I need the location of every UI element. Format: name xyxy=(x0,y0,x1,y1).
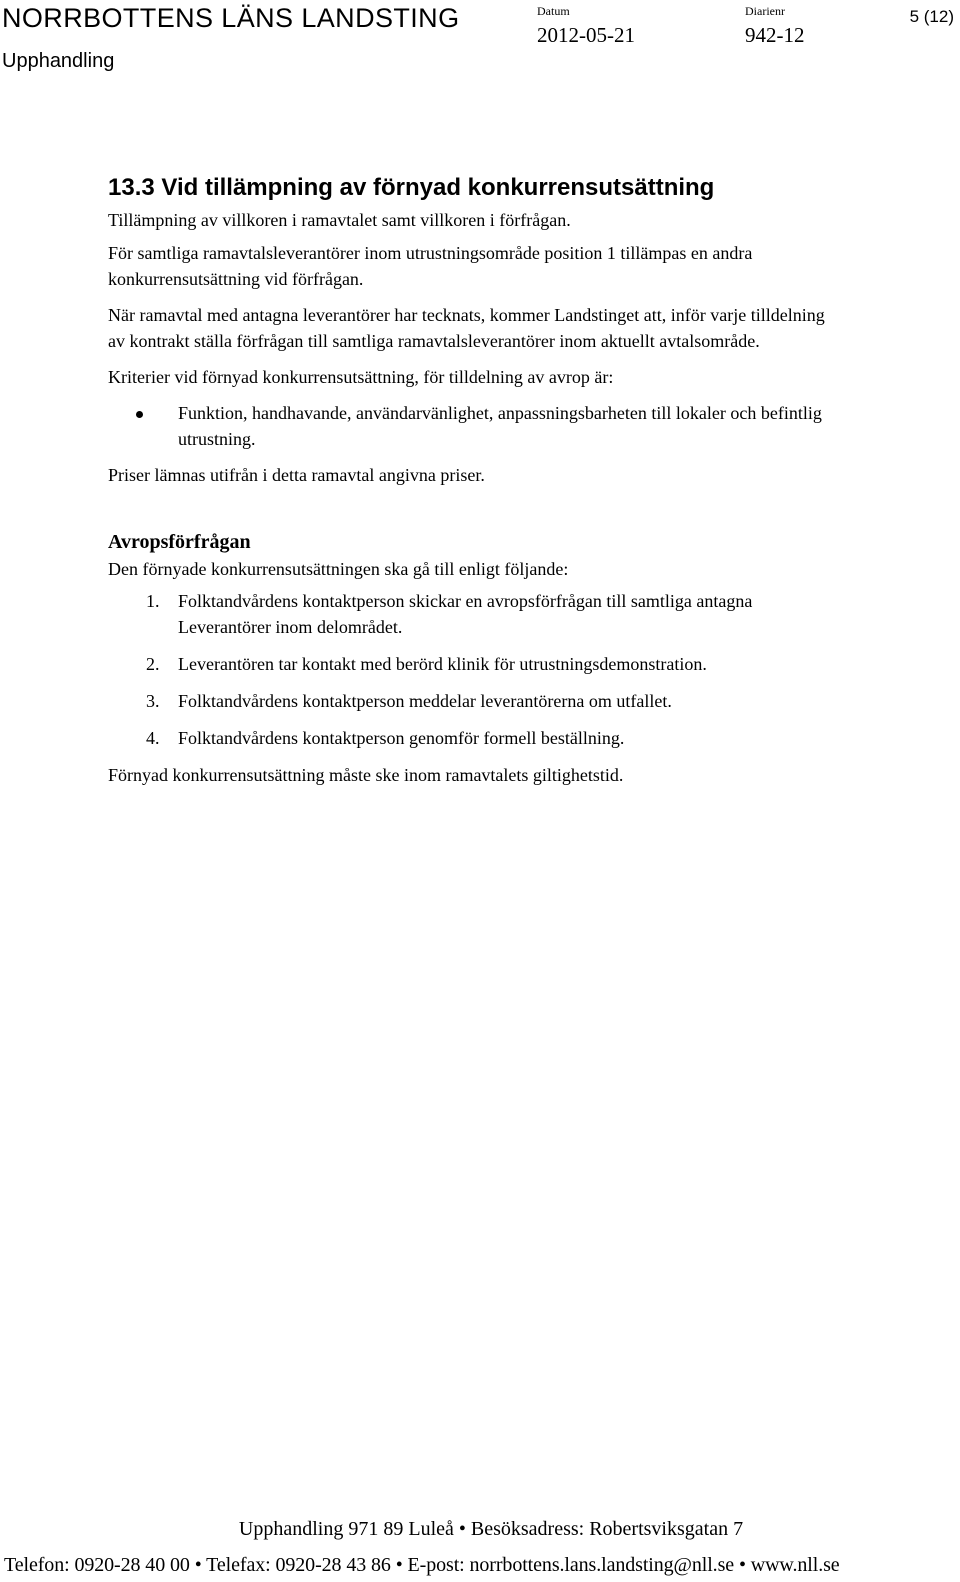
paragraph: För samtliga ramavtalsleverantörer inom utrustningsområde position 1 tillämpas en andra konkurrensutsättning vid förfrågan. xyxy=(108,243,753,289)
footer-address-text: Upphandling 971 89 Luleå • Besöksadress: Robertsviksgatan 7 xyxy=(238,1518,744,1540)
list-item xyxy=(108,651,838,677)
step-text: Folktandvårdens kontaktperson genomför formell beställning. xyxy=(178,728,625,748)
section-heading: 13.3 Vid tillämpning av förnyad konkurrensutsättning xyxy=(108,174,715,201)
step-text: Leverantören tar kontakt med berörd klinik för utrustningsdemonstration. xyxy=(178,654,707,674)
paragraph: Priser lämnas utifrån i detta ramavtal angivna priser. xyxy=(108,465,485,485)
organization-name: NORRBOTTENS LÄNS LANDSTING xyxy=(2,3,460,33)
diary-label: Diarienr xyxy=(745,4,785,18)
paragraph: Tillämpning av villkoren i ramavtalet samt villkoren i förfrågan. xyxy=(108,210,571,230)
footer-contact: Telefon: 0920-28 40 00 • Telefax: 0920-28 43 86 • E-post: norrbottens.lans.landsting@nll.se • www.nll.se xyxy=(4,1554,840,1576)
step-number: 1. xyxy=(146,591,160,611)
list-item xyxy=(108,588,838,640)
paragraph: Förnyad konkurrensutsättning måste ske inom ramavtalets giltighetstid. xyxy=(108,765,624,785)
paragraph: Den förnyade konkurrensutsättningen ska gå till enligt följande: xyxy=(108,559,569,579)
list-item xyxy=(108,688,838,714)
subheading: Avropsförfrågan xyxy=(108,531,251,553)
date-value: 2012-05-21 xyxy=(537,23,635,47)
paragraph: Kriterier vid förnyad konkurrensutsättning, för tilldelning av avrop är: xyxy=(108,367,614,387)
step-number: 4. xyxy=(146,728,160,748)
footer-address xyxy=(0,1516,960,1542)
date-label: Datum xyxy=(537,4,570,18)
step-text: Folktandvårdens kontaktperson meddelar leverantörerna om utfallet. xyxy=(178,691,672,711)
criteria-list xyxy=(108,400,838,452)
department-name: Upphandling xyxy=(2,50,115,72)
document-body xyxy=(108,172,838,798)
paragraph: När ramavtal med antagna leverantörer har tecknats, kommer Landstinget att, inför varje tilldelning av kontrakt ställa förfrågan till samtliga ramavtalsleverantörer inom aktuellt avtalsområde. xyxy=(108,305,825,351)
bullet-icon xyxy=(136,411,143,418)
step-number: 3. xyxy=(146,691,160,711)
list-item-text: Funktion, handhavande, användarvänlighet, anpassningsbarheten till lokaler och befintlig utrustning. xyxy=(178,403,822,449)
list-item xyxy=(108,725,838,751)
step-text: Folktandvårdens kontaktperson skickar en avropsförfrågan till samtliga antagna Leverantörer inom delområdet. xyxy=(178,591,753,637)
step-number: 2. xyxy=(146,654,160,674)
page-number: 5 (12) xyxy=(909,7,954,26)
list-item xyxy=(108,400,838,452)
diary-value: 942-12 xyxy=(745,23,805,47)
steps-list xyxy=(108,588,838,751)
